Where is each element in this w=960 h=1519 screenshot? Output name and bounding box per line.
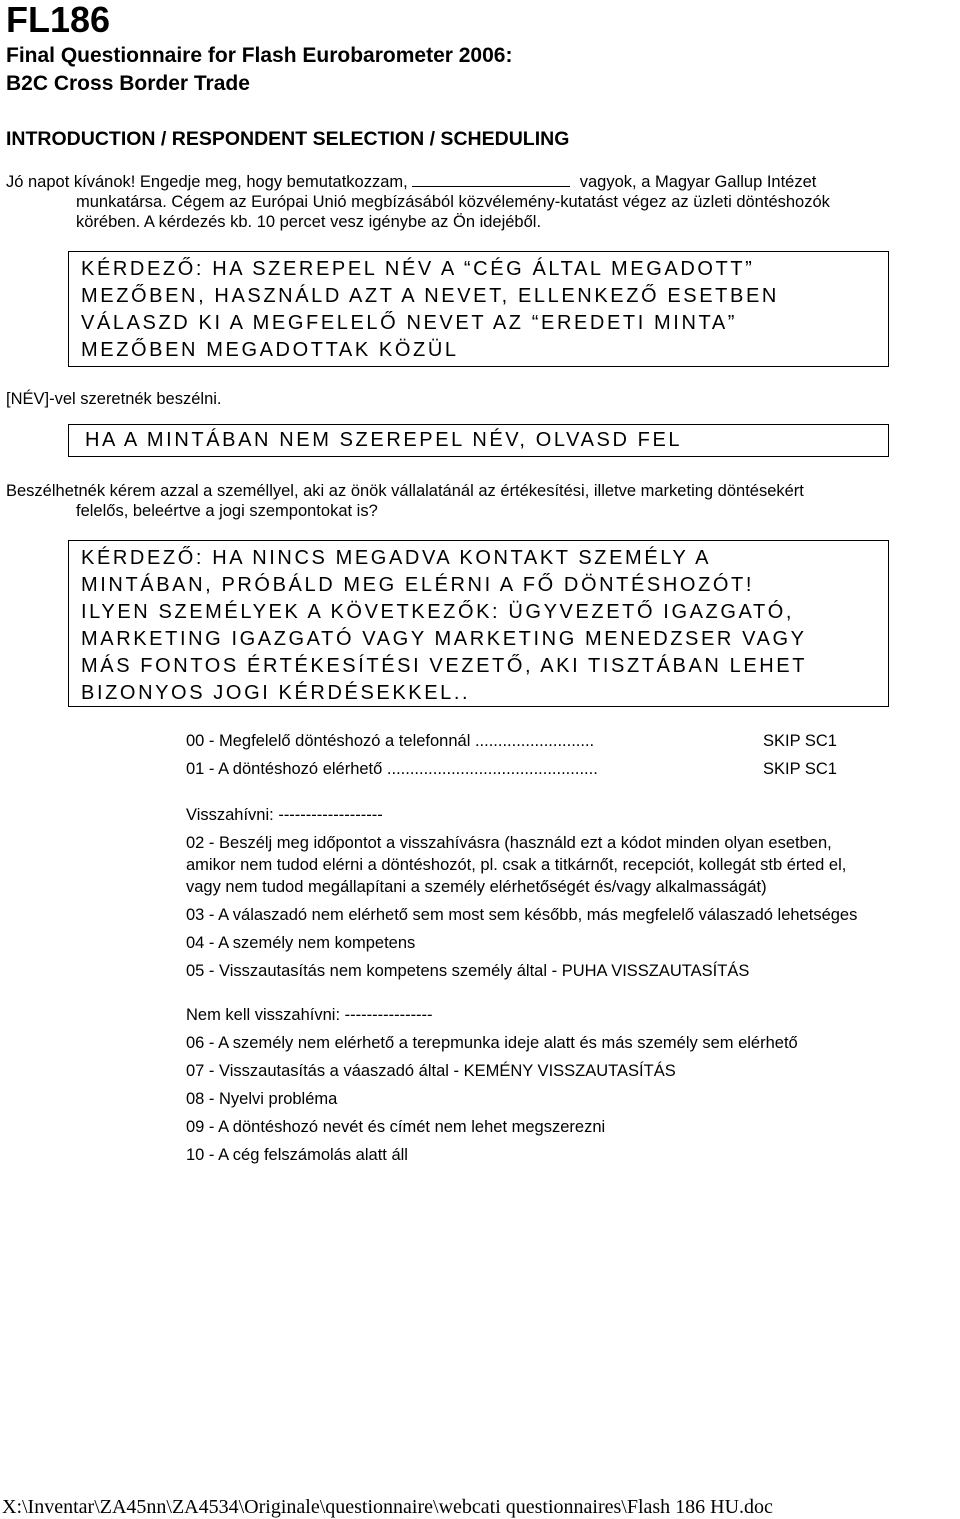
title-line-1: Final Questionnaire for Flash Eurobarometer 2006: bbox=[6, 44, 513, 67]
interviewer-instruction-box-name: KÉRDEZŐ: HA SZEREPEL NÉV A “CÉG ÁLTAL MEGADOTT” MEZŐBEN, HASZNÁLD AZT A NEVET, ELLENKEZŐ ESETBEN VÁLASZD KI A MEGFELELŐ NEVET AZ “EREDETI MINTA” MEZŐBEN MEGADOTTAK KÖZÜL bbox=[68, 251, 889, 367]
intro-line-1 bbox=[6, 172, 956, 192]
intro-line-1-end: vagyok, a Magyar Gallup Intézet bbox=[579, 173, 817, 191]
option-00-label: 00 - Megfelelő döntéshozó a telefonnál .......................... bbox=[186, 732, 595, 750]
option-01-label: 01 - A döntéshozó elérhető .............................................. bbox=[186, 760, 598, 778]
option-05: 05 - Visszautasítás nem kompetens személy által - PUHA VISSZAUTASÍTÁS bbox=[186, 962, 750, 980]
document-code: FL186 bbox=[6, 0, 111, 40]
callback-heading: Visszahívni: ------------------- bbox=[186, 806, 383, 824]
option-00 bbox=[186, 731, 594, 751]
intro-line-2: munkatársa. Cégem az Európai Unió megbízásából közvélemény-kutatást végez az üzleti döntéshozók bbox=[76, 193, 830, 211]
option-01 bbox=[186, 759, 598, 779]
title-line-2: B2C Cross Border Trade bbox=[6, 72, 250, 95]
option-02-line-1: 02 - Beszélj meg időpontot a visszahívásra (használd ezt a kódot minden olyan esetben, bbox=[186, 834, 832, 852]
section-heading: INTRODUCTION / RESPONDENT SELECTION / SCHEDULING bbox=[6, 128, 570, 150]
option-03: 03 - A válaszadó nem elérhető sem most sem később, más megfelelő válaszadó lehetséges bbox=[186, 906, 858, 924]
option-10: 10 - A cég felszámolás alatt áll bbox=[186, 1146, 408, 1164]
option-02-line-3: vagy nem tudod megállapítani a személy elérhetőségét és/vagy alkalmasságát) bbox=[186, 878, 767, 896]
option-07: 07 - Visszautasítás a váaszadó által - KEMÉNY VISSZAUTASÍTÁS bbox=[186, 1062, 676, 1080]
interviewer-name-blank bbox=[412, 172, 570, 187]
option-00-skip: SKIP SC1 bbox=[763, 732, 837, 750]
option-08: 08 - Nyelvi probléma bbox=[186, 1090, 338, 1108]
intro-line-3: körében. A kérdezés kb. 10 percet vesz igénybe az Ön idejéből. bbox=[76, 213, 542, 231]
option-01-skip: SKIP SC1 bbox=[763, 760, 837, 778]
question-line-1: Beszélhetnék kérem azzal a személlyel, aki az önök vállalatánál az értékesítési, illetve marketing döntésekért bbox=[6, 482, 804, 500]
no-callback-heading: Nem kell visszahívni: ---------------- bbox=[186, 1006, 433, 1024]
name-request-line: [NÉV]-vel szeretnék beszélni. bbox=[6, 390, 222, 408]
question-line-2: felelős, beleértve a jogi szempontokat is? bbox=[76, 502, 378, 520]
option-06: 06 - A személy nem elérhető a terepmunka ideje alatt és más személy sem elérhető bbox=[186, 1034, 798, 1052]
option-09: 09 - A döntéshozó nevét és címét nem lehet megszerezni bbox=[186, 1118, 606, 1136]
interviewer-instruction-box-contact: KÉRDEZŐ: HA NINCS MEGADVA KONTAKT SZEMÉLY A MINTÁBAN, PRÓBÁLD MEG ELÉRNI A FŐ DÖNTÉSHOZÓT! ILYEN SZEMÉLYEK A KÖVETKEZŐK: ÜGYVEZETŐ IGAZGATÓ, MARKETING IGAZGATÓ VAGY MARKETING MENEDZSER VAGY MÁS FONTOS ÉRTÉKESÍTÉSI VEZETŐ, AKI TISZTÁBAN LEHET BIZONYOS JOGI KÉRDÉSEKKEL.. bbox=[68, 540, 889, 707]
option-02-line-2: amikor nem tudod elérni a döntéshozót, pl. csak a titkárnőt, recepciót, kollegát stb érted el, bbox=[186, 856, 847, 874]
option-04: 04 - A személy nem kompetens bbox=[186, 934, 416, 952]
interviewer-instruction-box-read: HA A MINTÁBAN NEM SZEREPEL NÉV, OLVASD FEL bbox=[68, 424, 889, 457]
footer-file-path: X:\Inventar\ZA45nn\ZA4534\Originale\questionnaire\webcati questionnaires\Flash 186 HU.doc bbox=[2, 1496, 773, 1518]
intro-line-1-start: Jó napot kívánok! Engedje meg, hogy bemutatkozzam, bbox=[6, 173, 408, 191]
intro-paragraph bbox=[6, 172, 956, 232]
contact-question bbox=[6, 481, 956, 521]
